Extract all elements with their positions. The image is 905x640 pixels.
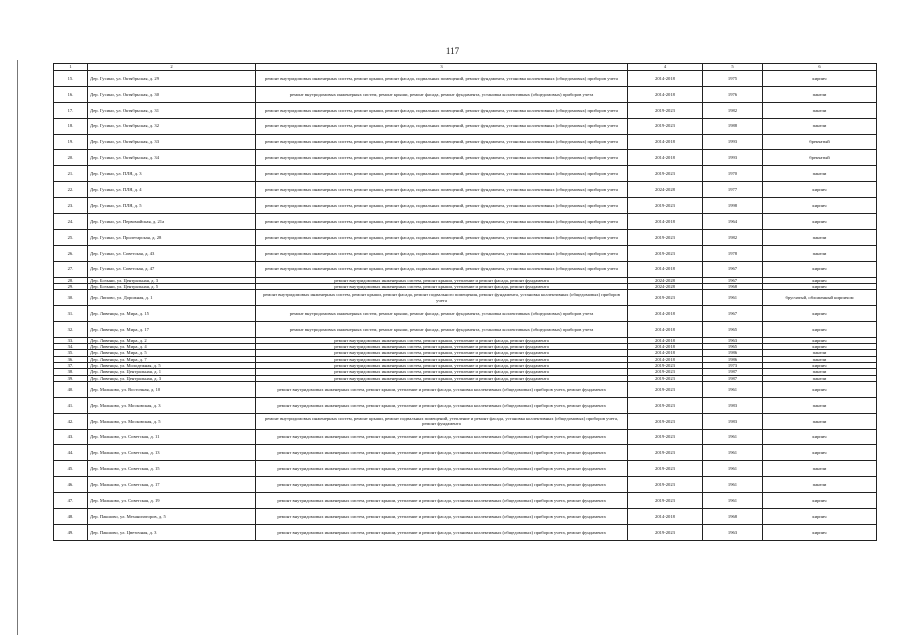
- build-year: 1961: [703, 461, 763, 477]
- repair-works: ремонт внутридомовых инженерных систем, ремонт крыши, утепление и ремонт фасада, установка коллективных (общедомовых) приборов учета, ремонт фундамента: [256, 477, 628, 493]
- table-row: [54, 198, 877, 214]
- table-row: [54, 306, 877, 322]
- repair-period: 2014-2018: [628, 261, 703, 277]
- table-row: [54, 381, 877, 397]
- row-number: 26.: [54, 245, 88, 261]
- wall-material: брекчатый: [763, 150, 877, 166]
- house-address: Дер. Гусино, ул. Советская, д. 47: [88, 261, 256, 277]
- repair-works: ремонт внутридомовых инженерных систем, ремонт крыши, утепление и ремонт фасада, ремонт фундамента: [256, 363, 628, 369]
- table-row: [54, 290, 877, 306]
- page-number: 117: [445, 46, 460, 56]
- row-number: 23.: [54, 198, 88, 214]
- house-address: Дер. Бозыни, ул. Центральная, д. 3: [88, 277, 256, 283]
- wall-material: кирпич: [763, 363, 877, 369]
- wall-material: панели: [763, 477, 877, 493]
- row-number: 45.: [54, 461, 88, 477]
- table-row: [54, 461, 877, 477]
- repair-works: ремонт внутридомовых инженерных систем, ремонт крыши, ремонт фасада, подвальных помещений, ремонт фундамента, установка коллективных (общедомовых) приборов учета: [256, 166, 628, 182]
- repair-works: ремонт внутридомовых инженерных систем, ремонт крыши, утепление и ремонт фасада, установка коллективных (общедомовых) приборов учета, ремонт фундамента: [256, 381, 628, 397]
- wall-material: кирпич: [763, 198, 877, 214]
- build-year: 1975: [703, 71, 763, 87]
- build-year: 1961: [703, 493, 763, 509]
- wall-material: панели: [763, 413, 877, 429]
- repair-works: ремонт внутридомовых инженерных систем, ремонт крыши, ремонт фасада, ремонт подвального помещения, ремонт фундамента, установка коллективных (общедомовых) приборов учета: [256, 290, 628, 306]
- repair-works: ремонт внутридомовых инженерных систем, ремонт крыши, ремонт фасада, подвальных помещений, ремонт фундамента, установка коллективных (общедомовых) приборов учета: [256, 214, 628, 230]
- repair-period: 2014-2018: [628, 350, 703, 356]
- row-number: 46.: [54, 477, 88, 493]
- build-year: 1968: [703, 509, 763, 525]
- house-address: Дер. Мальково, ул. Восточная, д. 10: [88, 381, 256, 397]
- row-number: 27.: [54, 261, 88, 277]
- wall-material: кирпич: [763, 261, 877, 277]
- row-number: 33.: [54, 337, 88, 343]
- repair-works: ремонт внутридомовых инженерных систем, ремонт крыши, ремонт фасада, подвальных помещений, ремонт фундамента, установка коллективных (общедомовых) приборов учета: [256, 261, 628, 277]
- house-address: Дер. Мальково, ул. Советская, д. 19: [88, 493, 256, 509]
- house-address: Дер. Липово, ул. Дорожная, д. 1: [88, 290, 256, 306]
- wall-material: панели: [763, 102, 877, 118]
- build-year: 1961: [703, 429, 763, 445]
- row-number: 47.: [54, 493, 88, 509]
- build-year: 1982: [703, 229, 763, 245]
- build-year: 1963: [703, 337, 763, 343]
- wall-material: кирпич: [763, 493, 877, 509]
- repair-works: ремонт внутридомовых инженерных систем, ремонт крыши, утепление и ремонт фасада, установка коллективных (общедомовых) приборов учета, ремонт фундамента: [256, 461, 628, 477]
- build-year: 1977: [703, 182, 763, 198]
- table-row: [54, 397, 877, 413]
- repair-period: 2019-2023: [628, 363, 703, 369]
- house-address: Дер. Ливенцы, ул. Мира, д. 7: [88, 356, 256, 362]
- house-address: Дер. Мальково, ул. Советская, д. 13: [88, 445, 256, 461]
- build-year: 1968: [703, 283, 763, 289]
- column-number: 4: [628, 64, 703, 71]
- repair-works: ремонт внутридомовых инженерных систем, ремонт крыши, ремонт фасада, подвальных помещений, ремонт фундамента, установка коллективных (общедомовых) приборов учета: [256, 118, 628, 134]
- repair-works: ремонт внутридомовых инженерных систем, ремонт крыши, ремонт фасада, подвальных помещений, ремонт фундамента, установка коллективных (общедомовых) приборов учета: [256, 229, 628, 245]
- repair-period: 2014-2018: [628, 214, 703, 230]
- wall-material: кирпич: [763, 214, 877, 230]
- row-number: 30.: [54, 290, 88, 306]
- house-address: Дер. Гусино, ул. Октябрьская, д. 29: [88, 71, 256, 87]
- build-year: 1993: [703, 150, 763, 166]
- wall-material: панели: [763, 166, 877, 182]
- wall-material: кирпич: [763, 277, 877, 283]
- row-number: 25.: [54, 229, 88, 245]
- row-number: 20.: [54, 150, 88, 166]
- house-address: Дер. Гусино, ул. ПЛЯ, д. 5: [88, 198, 256, 214]
- wall-material: кирпич: [763, 445, 877, 461]
- table-row: [54, 493, 877, 509]
- row-number: 24.: [54, 214, 88, 230]
- repair-period: 2024-2028: [628, 283, 703, 289]
- wall-material: панели: [763, 118, 877, 134]
- house-address: Дер. Гусино, ул. Октябрьская, д. 31: [88, 102, 256, 118]
- build-year: 1983: [703, 397, 763, 413]
- column-number: 3: [256, 64, 628, 71]
- table-row: [54, 321, 877, 337]
- table-row: [54, 102, 877, 118]
- house-address: Дер. Гусино, ул. Октябрьская, д. 30: [88, 86, 256, 102]
- house-address: Дер. Мальково, ул. Московская, д. 3: [88, 397, 256, 413]
- repair-works: ремонт внутридомовых инженерных систем, ремонт крыши, утепление и ремонт фасада, установка коллективных (общедомовых) приборов учета, ремонт фундамента: [256, 397, 628, 413]
- wall-material: кирпич: [763, 509, 877, 525]
- repair-works: ремонт внутридомовых инженерных систем, ремонт крыши, ремонт фасада, ремонт фундамента, установка коллективных (общедомовых) приборов учета: [256, 306, 628, 322]
- repair-works: ремонт внутридомовых инженерных систем, ремонт крыши, утепление и ремонт фасада, ремонт фундамента: [256, 375, 628, 381]
- repair-period: 2014-2018: [628, 344, 703, 350]
- repair-works: ремонт внутридомовых инженерных систем, ремонт крыши, утепление и ремонт фасада, ремонт фундамента: [256, 277, 628, 283]
- row-number: 49.: [54, 524, 88, 540]
- table-row: [54, 245, 877, 261]
- wall-material: кирпич: [763, 337, 877, 343]
- house-address: Дер. Бозыни, ул. Центральная, д. 5: [88, 283, 256, 289]
- row-number: 37.: [54, 363, 88, 369]
- repair-period: 2014-2018: [628, 150, 703, 166]
- build-year: 1967: [703, 306, 763, 322]
- row-number: 42.: [54, 413, 88, 429]
- repair-period: 2019-2023: [628, 445, 703, 461]
- house-address: Дер. Мальково, ул. Советская, д. 15: [88, 461, 256, 477]
- row-number: 48.: [54, 509, 88, 525]
- row-number: 34.: [54, 344, 88, 350]
- build-year: 1976: [703, 86, 763, 102]
- wall-material: кирпич: [763, 321, 877, 337]
- column-number: 6: [763, 64, 877, 71]
- wall-material: кирпич: [763, 182, 877, 198]
- wall-material: кирпич: [763, 306, 877, 322]
- repair-period: 2014-2018: [628, 509, 703, 525]
- build-year: 1967: [703, 277, 763, 283]
- house-address: Дер. Гусино, ул. ПЛЯ, д. 4: [88, 182, 256, 198]
- house-address: Дер. Ливенцы, ул. Мира, д. 4: [88, 344, 256, 350]
- table-row: [54, 229, 877, 245]
- house-address: Дер. Гусино, ул. ПЛЯ, д. 3: [88, 166, 256, 182]
- row-number: 15.: [54, 71, 88, 87]
- build-year: 1967: [703, 261, 763, 277]
- build-year: 1961: [703, 445, 763, 461]
- repair-works: ремонт внутридомовых инженерных систем, ремонт крыши, утепление и ремонт фасада, установка коллективных (общедомовых) приборов учета, ремонт фундамента: [256, 445, 628, 461]
- repair-works: ремонт внутридомовых инженерных систем, ремонт крыши, утепление и ремонт фасада, установка коллективных (общедомовых) приборов учета, ремонт фундамента: [256, 509, 628, 525]
- row-number: 40.: [54, 381, 88, 397]
- wall-material: панели: [763, 369, 877, 375]
- table-row: [54, 413, 877, 429]
- repair-works: ремонт внутридомовых инженерных систем, ремонт крыши, утепление и ремонт фасада, ремонт фундамента: [256, 344, 628, 350]
- build-year: 1987: [703, 375, 763, 381]
- build-year: 1970: [703, 166, 763, 182]
- table-row: [54, 477, 877, 493]
- wall-material: кирпич: [763, 429, 877, 445]
- wall-material: кирпич: [763, 71, 877, 87]
- repair-works: ремонт внутридомовых инженерных систем, ремонт крыши, утепление и ремонт фасада, установка коллективных (общедомовых) приборов учета, ремонт фундамента: [256, 524, 628, 540]
- repair-period: 2019-2023: [628, 429, 703, 445]
- wall-material: кирпич: [763, 283, 877, 289]
- repair-period: 2019-2023: [628, 290, 703, 306]
- table-row: [54, 509, 877, 525]
- repair-period: 2014-2018: [628, 337, 703, 343]
- row-number: 43.: [54, 429, 88, 445]
- house-address: Дер. Ливенцы, ул. Центральная, д. 3: [88, 375, 256, 381]
- row-number: 19.: [54, 134, 88, 150]
- repair-period: 2014-2018: [628, 134, 703, 150]
- house-address: Дер. Мальково, ул. Советская, д. 11: [88, 429, 256, 445]
- housing-repair-table: [53, 63, 877, 541]
- repair-period: 2019-2023: [628, 461, 703, 477]
- repair-works: ремонт внутридомовых инженерных систем, ремонт крыши, утепление и ремонт фасада, установка коллективных (общедомовых) приборов учета, ремонт фундамента: [256, 493, 628, 509]
- repair-works: ремонт внутридомовых инженерных систем, ремонт крыши, ремонт фасада, подвальных помещений, ремонт фундамента, установка коллективных (общедомовых) приборов учета: [256, 134, 628, 150]
- table-row: [54, 429, 877, 445]
- repair-works: ремонт внутридомовых инженерных систем, ремонт крыши, ремонт фасада, подвальных помещений, ремонт фундамента, установка коллективных (общедомовых) приборов учета: [256, 245, 628, 261]
- build-year: 1998: [703, 198, 763, 214]
- repair-works: ремонт внутридомовых инженерных систем, ремонт крыши, ремонт фасада, ремонт фундамента, установка коллективных (общедомовых) приборов учета: [256, 86, 628, 102]
- house-address: Дер. Гусино, ул. Октябрьская, д. 32: [88, 118, 256, 134]
- repair-period: 2019-2023: [628, 413, 703, 429]
- house-address: Дер. Ливенцы, ул. Мира, д. 2: [88, 337, 256, 343]
- row-number: 39.: [54, 375, 88, 381]
- wall-material: кирпич: [763, 344, 877, 350]
- build-year: 1964: [703, 214, 763, 230]
- repair-period: 2019-2023: [628, 375, 703, 381]
- table-row: [54, 86, 877, 102]
- build-year: 1983: [703, 413, 763, 429]
- wall-material: панели: [763, 350, 877, 356]
- row-number: 32.: [54, 321, 88, 337]
- table-row: [54, 166, 877, 182]
- build-year: 1993: [703, 134, 763, 150]
- table-row: [54, 150, 877, 166]
- row-number: 17.: [54, 102, 88, 118]
- row-number: 16.: [54, 86, 88, 102]
- repair-works: ремонт внутридомовых инженерных систем, ремонт крыши, ремонт фасада, подвальных помещений, ремонт фундамента, установка коллективных (общедомовых) приборов учета: [256, 71, 628, 87]
- build-year: 1963: [703, 524, 763, 540]
- repair-period: 2019-2023: [628, 198, 703, 214]
- repair-period: 2019-2023: [628, 229, 703, 245]
- build-year: 1965: [703, 344, 763, 350]
- repair-works: ремонт внутридомовых инженерных систем, ремонт крыши, ремонт фасада, подвальных помещений, ремонт фундамента, установка коллективных (общедомовых) приборов учета: [256, 182, 628, 198]
- repair-works: ремонт внутридомовых инженерных систем, ремонт крыши, утепление и ремонт фасада, ремонт фундамента: [256, 283, 628, 289]
- house-address: Дер. Ливенцы, ул. Мира, д. 15: [88, 306, 256, 322]
- wall-material: панели: [763, 245, 877, 261]
- house-address: Дер. Пакшово, ул. Цветочная, д. 3: [88, 524, 256, 540]
- row-number: 18.: [54, 118, 88, 134]
- table-row: [54, 261, 877, 277]
- repair-works: ремонт внутридомовых инженерных систем, ремонт крыши, утепление и ремонт фасада, ремонт фундамента: [256, 369, 628, 375]
- build-year: 1982: [703, 102, 763, 118]
- repair-period: 2019-2023: [628, 524, 703, 540]
- house-address: Дер. Мальково, ул. Советская, д. 17: [88, 477, 256, 493]
- house-address: Дер. Гусино, ул. Октябрьская, д. 34: [88, 150, 256, 166]
- house-address: Дер. Гусино, ул. Пролетарская, д. 28: [88, 229, 256, 245]
- row-number: 28.: [54, 277, 88, 283]
- build-year: 1973: [703, 363, 763, 369]
- house-address: Дер. Гусино, ул. Советская, д. 43: [88, 245, 256, 261]
- repair-period: 2024-2028: [628, 182, 703, 198]
- house-address: Дер. Ливенцы, ул. Молодежная, д. 5: [88, 363, 256, 369]
- table-row: [54, 71, 877, 87]
- wall-material: кирпич: [763, 381, 877, 397]
- house-address: Дер. Гусино, ул. Первомайская, д. 21а: [88, 214, 256, 230]
- row-number: 29.: [54, 283, 88, 289]
- column-number-row: [54, 64, 877, 71]
- repair-period: 2014-2018: [628, 321, 703, 337]
- build-year: 1986: [703, 356, 763, 362]
- repair-period: 2019-2023: [628, 397, 703, 413]
- table-row: [54, 524, 877, 540]
- repair-period: 2014-2018: [628, 71, 703, 87]
- repair-period: 2019-2023: [628, 166, 703, 182]
- repair-works: ремонт внутридомовых инженерных систем, ремонт крыши, ремонт фасада, ремонт фундамента, установка коллективных (общедомовых) приборов учета: [256, 321, 628, 337]
- house-address: Дер. Пакшово, ул. Механизаторов, д. 5: [88, 509, 256, 525]
- row-number: 41.: [54, 397, 88, 413]
- repair-period: 2019-2023: [628, 118, 703, 134]
- repair-period: 2014-2018: [628, 306, 703, 322]
- house-address: Дер. Ливенцы, ул. Мира, д. 5: [88, 350, 256, 356]
- row-number: 21.: [54, 166, 88, 182]
- repair-period: 2019-2023: [628, 381, 703, 397]
- repair-works: ремонт внутридомовых инженерных систем, ремонт крыши, ремонт фасада, подвальных помещений, ремонт фундамента, установка коллективных (общедомовых) приборов учета: [256, 198, 628, 214]
- wall-material: панели: [763, 461, 877, 477]
- row-number: 36.: [54, 356, 88, 362]
- row-number: 31.: [54, 306, 88, 322]
- column-number: 1: [54, 64, 88, 71]
- build-year: 1961: [703, 381, 763, 397]
- repair-period: 2014-2018: [628, 356, 703, 362]
- repair-works: ремонт внутридомовых инженерных систем, ремонт крыши, утепление и ремонт фасада, установка коллективных (общедомовых) приборов учета, ремонт фундамента: [256, 429, 628, 445]
- wall-material: кирпич: [763, 524, 877, 540]
- repair-works: ремонт внутридомовых инженерных систем, ремонт крыши, ремонт подвальных помещений, утепление и ремонт фасада, установка коллективных (общедомовых) приборов учета, ремонт фундамента: [256, 413, 628, 429]
- repair-works: ремонт внутридомовых инженерных систем, ремонт крыши, ремонт фасада, подвальных помещений, ремонт фундамента, установка коллективных (общедомовых) приборов учета: [256, 150, 628, 166]
- binding-edge-line: [17, 60, 18, 635]
- repair-period: 2019-2023: [628, 102, 703, 118]
- table-row: [54, 182, 877, 198]
- house-address: Дер. Ливенцы, ул. Мира, д. 17: [88, 321, 256, 337]
- wall-material: панели: [763, 86, 877, 102]
- table-row: [54, 445, 877, 461]
- repair-works: ремонт внутридомовых инженерных систем, ремонт крыши, утепление и ремонт фасада, ремонт фундамента: [256, 337, 628, 343]
- row-number: 22.: [54, 182, 88, 198]
- table-row: [54, 118, 877, 134]
- wall-material: панели: [763, 356, 877, 362]
- repair-works: ремонт внутридомовых инженерных систем, ремонт крыши, утепление и ремонт фасада, ремонт фундамента: [256, 356, 628, 362]
- repair-works: ремонт внутридомовых инженерных систем, ремонт крыши, ремонт фасада, подвальных помещений, ремонт фундамента, установка коллективных (общедомовых) приборов учета: [256, 102, 628, 118]
- build-year: 1961: [703, 290, 763, 306]
- house-address: Дер. Мальково, ул. Московская, д. 5: [88, 413, 256, 429]
- build-year: 1988: [703, 118, 763, 134]
- column-number: 5: [703, 64, 763, 71]
- row-number: 44.: [54, 445, 88, 461]
- repair-period: 2019-2023: [628, 369, 703, 375]
- repair-period: 2014-2018: [628, 86, 703, 102]
- wall-material: панели: [763, 229, 877, 245]
- wall-material: панели: [763, 397, 877, 413]
- build-year: 1961: [703, 477, 763, 493]
- column-number: 2: [88, 64, 256, 71]
- wall-material: брекчатый: [763, 134, 877, 150]
- build-year: 1965: [703, 321, 763, 337]
- build-year: 1986: [703, 350, 763, 356]
- repair-period: 2019-2023: [628, 245, 703, 261]
- row-number: 35.: [54, 350, 88, 356]
- table-row: [54, 134, 877, 150]
- row-number: 38.: [54, 369, 88, 375]
- repair-period: 2019-2023: [628, 493, 703, 509]
- table-row: [54, 214, 877, 230]
- wall-material: брусчатый, обложенный кирпичом: [763, 290, 877, 306]
- build-year: 1987: [703, 369, 763, 375]
- repair-period: 2019-2023: [628, 477, 703, 493]
- repair-period: 2024-2028: [628, 277, 703, 283]
- build-year: 1978: [703, 245, 763, 261]
- wall-material: панели: [763, 375, 877, 381]
- house-address: Дер. Гусино, ул. Октябрьская, д. 33: [88, 134, 256, 150]
- house-address: Дер. Ливенцы, ул. Центральная, д. 1: [88, 369, 256, 375]
- repair-works: ремонт внутридомовых инженерных систем, ремонт крыши, утепление и ремонт фасада, ремонт фундамента: [256, 350, 628, 356]
